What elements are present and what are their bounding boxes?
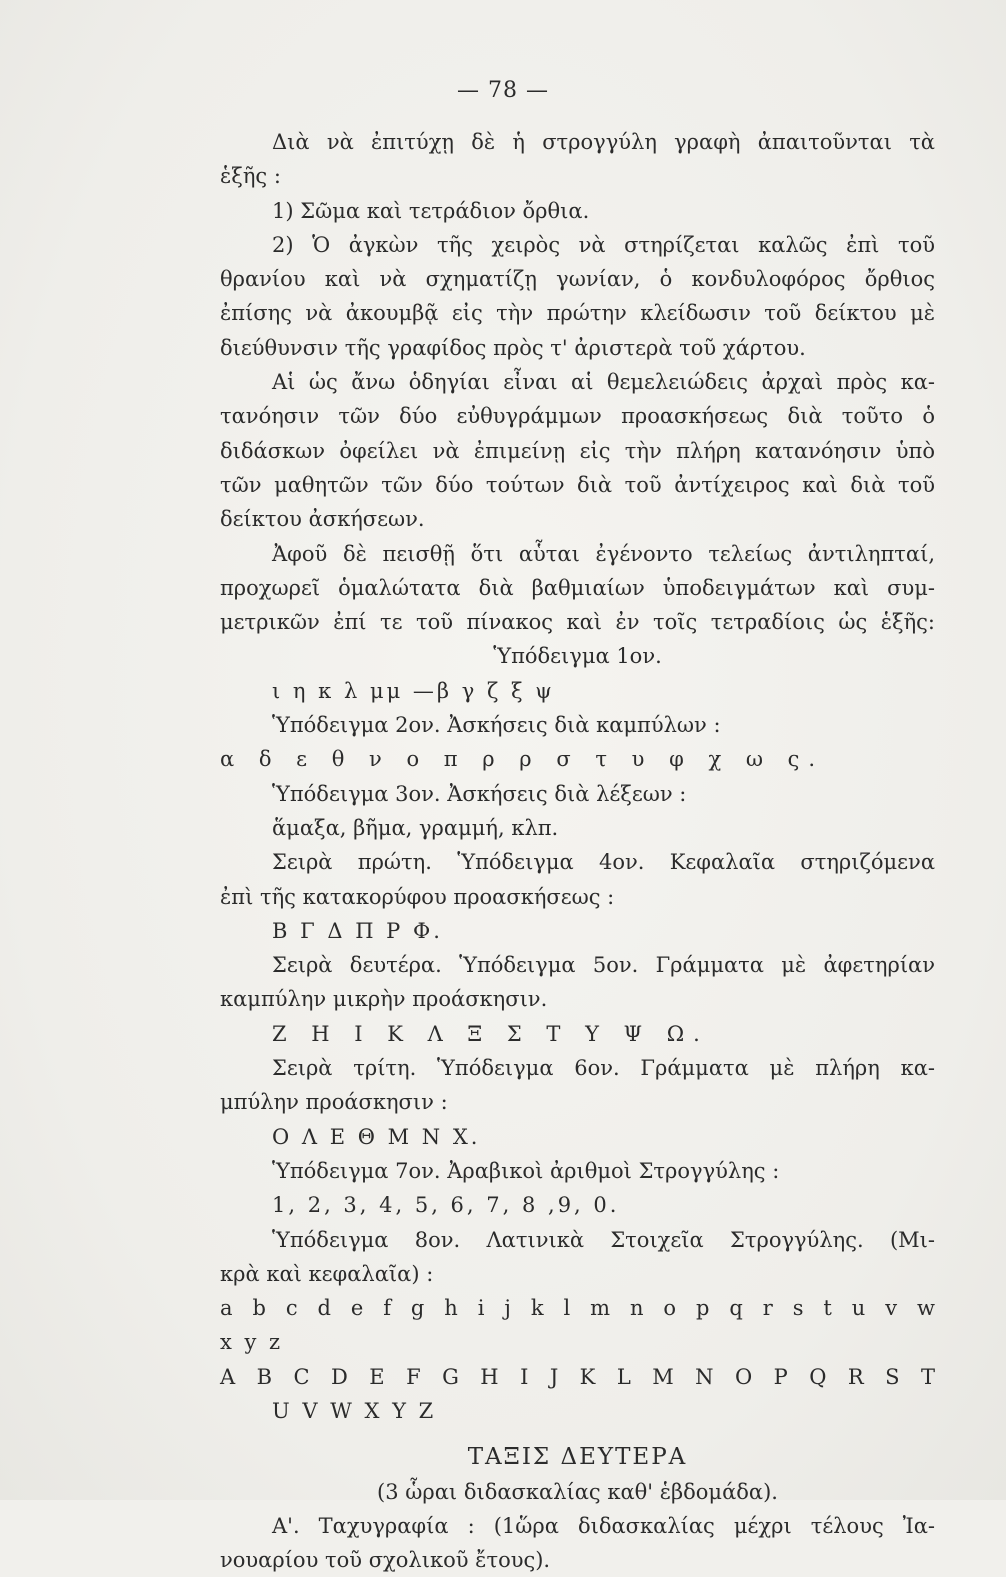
text-line: νουαρίου τοῦ σχολικοῦ ἔτους). [220,1548,551,1573]
example-heading: Ὑπόδειγμα 1ον. [493,644,662,669]
letter-row: 1, 2, 3, 4, 5, 6, 7, 8 ,9, 0. [272,1193,620,1218]
text-line: Ὑπόδειγμα 2ον. Ἀσκήσεις διὰ καμπύλων : [272,713,721,738]
text-line: τανόησιν τῶν δύο εὐθυγράμμων προασκήσεως διὰ τοῦτο ὁ [220,404,935,429]
text-line: Α'. Ταχυγραφία : (1ὥρα διδασκαλίας μέχρι τέλους Ἰα- [272,1513,935,1538]
text-line: διδάσκων ὀφείλει νὰ ἐπιμείνῃ εἰς τὴν πλήρη κατανόησιν ὑπὸ [220,438,935,463]
letter-row: α δ ε θ ν ο π ρ ρ σ τ υ φ χ ω ς. [220,747,825,772]
text-line: Σειρὰ τρίτη. Ὑπόδειγμα 6ον. Γράμματα μὲ πλήρη κα- [272,1056,935,1081]
section-subheading: (3 ὧραι διδασκαλίας καθ' ἑβδομάδα). [377,1479,778,1504]
text-line: ἅμαξα, βῆμα, γραμμή, κλπ. [272,815,559,840]
letter-row: Ο Λ Ε Θ Μ Ν Χ. [272,1124,481,1149]
text-line: Διὰ νὰ ἐπιτύχῃ δὲ ἡ στρογγύλη γραφὴ ἀπαιτοῦνται τὰ [272,130,935,154]
text-line: Σειρὰ πρώτη. Ὑπόδειγμα 4ον. Κεφαλαῖα στηριζόμενα [272,850,935,875]
text-line: Ἀφοῦ δὲ πεισθῇ ὅτι αὗται ἐγένοντο τελείως ἀντιληπταί, [272,541,935,566]
text-line: Σειρὰ δευτέρα. Ὑπόδειγμα 5ον. Γράμματα μὲ ἀφετηρίαν [272,953,935,978]
section-heading: ΤΑΞΙΣ ΔΕΥΤΕΡΑ [467,1444,688,1471]
letter-row: U V W X Y Z [272,1398,437,1423]
text-line: ἐπίσης νὰ ἀκουμβᾷ εἰς τὴν πρώτην κλείδωσιν τοῦ δείκτου μὲ [220,301,935,326]
text-line: ἑξῆς : [220,164,281,189]
text-line: θρανίου καὶ νὰ σχηματίζῃ γωνίαν, ὁ κονδυλοφόρος ὄρθιος [220,267,935,292]
text-line: ἐπὶ τῆς κατακορύφου προασκήσεως : [220,884,615,909]
page-number: — 78 — [457,78,549,103]
letter-row: Β Γ Δ Π Ρ Φ. [272,918,443,943]
text-line: μπύλην προάσκησιν : [220,1090,448,1115]
letter-row: a b c d e f g h i j k l m n o p q r s t u v w [220,1296,935,1321]
text-line: Ὑπόδειγμα 3ον. Ἀσκήσεις διὰ λέξεων : [272,781,687,806]
letter-row: Ζ Η Ι Κ Λ Ξ Σ Τ Υ Ψ Ω. [272,1021,709,1046]
text-line: καμπύλην μικρὴν προάσκησιν. [220,987,548,1012]
text-line: τῶν μαθητῶν τῶν δύο τούτων διὰ τοῦ ἀντίχειρος καὶ διὰ τοῦ [220,472,935,497]
text-line: δείκτου ἀσκήσεων. [220,507,425,532]
text-line: διεύθυνσιν τῆς γραφίδος πρὸς τ' ἀριστερὰ τοῦ χάρτου. [220,335,806,360]
letter-row: A B C D E F G H I J K L M N O P Q R S T [220,1364,935,1389]
text-line: Ὑπόδειγμα 8ον. Λατινικὰ Στοιχεῖα Στρογγύλης. (Μι- [272,1227,935,1252]
text-line: 2) Ὁ ἀγκὼν τῆς χειρὸς νὰ στηρίζεται καλῶς ἐπὶ τοῦ [272,232,935,257]
text-line: 1) Σῶμα καὶ τετράδιον ὄρθια. [272,198,590,223]
text-line: Ὑπόδειγμα 7ον. Ἀραβικοὶ ἀριθμοὶ Στρογγύλης : [272,1158,780,1183]
letter-row: x y z [220,1330,284,1355]
text-line: μετρικῶν ἐπί τε τοῦ πίνακος καὶ ἐν τοῖς τετραδίοις ὡς ἑξῆς: [220,610,935,635]
text-line: Αἱ ὡς ἄνω ὁδηγίαι εἶναι αἱ θεμελειώδεις ἀρχαὶ πρὸς κα- [272,370,935,395]
text-line: κρὰ καὶ κεφαλαῖα) : [220,1261,434,1286]
letter-row: ι η κ λ μμ —β γ ζ ξ ψ [272,678,555,703]
page-body [220,125,935,1577]
text-line: προχωρεῖ ὁμαλώτατα διὰ βαθμιαίων ὑποδειγμάτων καὶ συμ- [220,575,935,600]
